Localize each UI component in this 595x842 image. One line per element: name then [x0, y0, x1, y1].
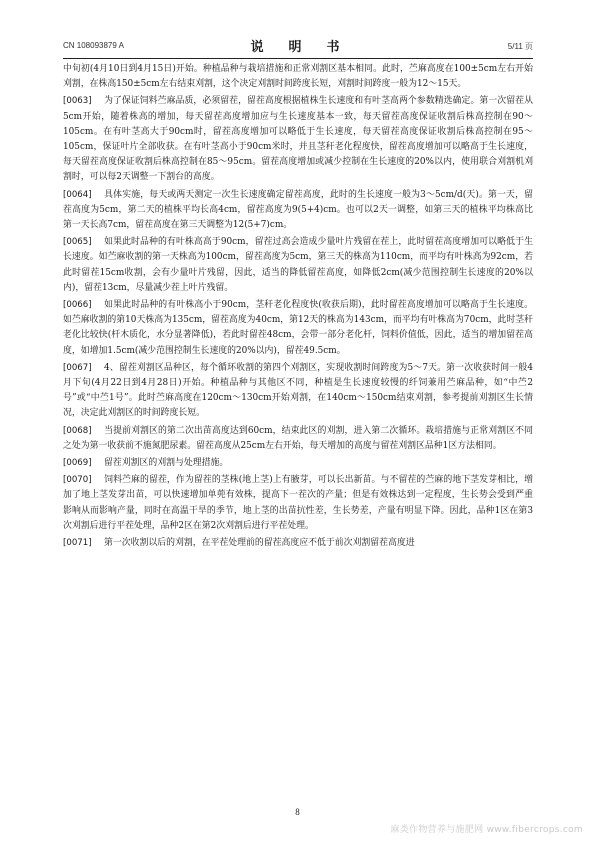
patent-number: CN 108093879 A — [63, 41, 124, 50]
paragraph-number: [0071] — [63, 538, 92, 549]
paragraph — [63, 62, 533, 92]
paragraph-text: 如果此时品种的有叶株高高于90cm，留茬过高会造成少量叶片残留在茬上，此时留茬高度增加可以略低于生长速度。如苎麻收割的第一天株高为100cm，留茬高度为5cm，第三天的株高为110cm，而平均有叶株高为92cm，若此时留茬15cm收割，会有少量叶片残留，因此，适当的降低留茬高度，如降低2cm(减少范围控制生长速度的20%以内)，留茬13cm，尽量减少茬上叶片残留。 — [63, 237, 533, 293]
paragraph-text: 第一次收割以后的刈割，在平茬处理前的留茬高度应不低于前次刈割留茬高度进 — [104, 538, 415, 549]
paragraph — [63, 473, 533, 534]
paragraph-number: [0070] — [63, 475, 92, 486]
paragraph-text: 具体实施，每天或两天测定一次生长速度确定留茬高度，此时的生长速度一般为3～5cm/d(天)。第一天，留茬高度为5cm，第二天的植株平均长高4cm，留茬高度为9(5+4)cm。也可以2天一调整，如第三天的植株平均株高比第一天长高7cm，留茬高度在第三天调整为12(5+7)cm。 — [63, 189, 533, 231]
paragraph-text: 为了保证饲料苎麻品质，必须留茬，留茬高度根据植株生长速度和有叶茎高两个参数精选确定。第一次留茬从5cm开始，随着株高的增加，每天留茬高度增加应与生长速度基本一致，每天留茬高度保证收割后株高控制在90～105cm。在有叶茎高大于90cm时，留茬高度增加可以略低于生长速度，每天留茬高度保证收割后株高控制在95～105cm，保证叶片全部收获。在有叶茎高小于90cm米时，并且茎秆老化程度快，留茬高度增加可以略高于生长速度，每天留茬高度保证收割后株高控制在85～95cm。留茬高度增加或减少控制在生长速度的20%以内，使用联合刈割机刈割时，可以每2天调整一下割台的高度。 — [63, 96, 533, 183]
paragraph-number: [0064] — [63, 189, 92, 200]
paragraph-text: 4、留茬刈割区品种区，每个循环收割的第四个刈割区，实现收割时间跨度为5～7天。第一次收获时间一般4月下旬(4月22日到4月28日)开始。种植品种与其他区不同，种植是生长速度较慢的纤饲兼用苎麻品种，如“中苎2号”或“中苎1号”。此时苎麻高度在120cm～130cm开始刈割，在140cm～150cm结束刈割，参考提前刈割区生长情况，决定此刈割区的时间跨度长短。 — [63, 362, 533, 419]
paragraph — [63, 361, 533, 422]
document-body — [63, 62, 533, 553]
paragraph — [63, 298, 533, 359]
paragraph-number: [0065] — [63, 237, 92, 248]
paragraph-text: 中旬初(4月10日到4月15日)开始。种植品种与栽培措施和正常刈割区基本相同。此时，苎麻高度在100±5cm左右开始刈割，在株高150±5cm左右结束刈割，这个决定刈割时间跨度长短，刈割时间跨度一般为12～15天。 — [63, 64, 533, 90]
paragraph-number: [0068] — [63, 425, 92, 436]
paragraph-text: 留茬刈割区的刈割与处理措施。 — [104, 458, 229, 469]
page-number: 8 — [295, 807, 300, 817]
paragraph-text: 当提前刈割区的第二次出苗高度达到60cm，结束此区的刈割，进入第二次循环。栽培措施与正常刈割区不同之处为第一收获前不施氮肥尿素。留茬高度从25cm左右开始，每天增加的高度与留茬刈割区品种1区方法相同。 — [63, 425, 533, 451]
paragraph — [63, 235, 533, 296]
paragraph — [63, 94, 533, 185]
paragraph-text: 饲料苎麻的留茬，作为留茬的茎株(地上茎)上有腋芽，可以长出新苗。与不留茬的苎麻的地下茎发芽相比，增加了地上茎发芽出苗，可以快速增加单蔸有效株，提高下一茬次的产量；但是有效株达到一定程度，生长势会受到严重影响从而影响产量，同时在高温干旱的季节，地上茎的出苗抗性差，生长势差，产量有明显下降。因此，品种1区在第3次刈割后进行平茬处理，品种2区在第2次刈割后进行平茬处理。 — [63, 475, 533, 531]
page-header — [63, 32, 533, 58]
paragraph-number: [0063] — [63, 96, 92, 107]
document-title: 说 明 书 — [250, 40, 346, 55]
page-reference: 5/11 页 — [507, 42, 533, 51]
paragraph — [63, 424, 533, 454]
paragraph — [63, 456, 533, 471]
paragraph — [63, 188, 533, 234]
paragraph-number: [0069] — [63, 458, 92, 469]
paragraph-number: [0066] — [63, 300, 92, 311]
paragraph — [63, 536, 533, 551]
paragraph-number: [0067] — [63, 362, 92, 373]
header-rule — [63, 58, 533, 59]
site-watermark: 麻类作物营养与施肥网 www.fibercrops.com — [390, 825, 583, 835]
paragraph-text: 如果此时品种的有叶株高小于90cm，茎秆老化程度快(收获后期)，此时留茬高度增加可以略高于生长速度。如苎麻收割的第10天株高为135cm，留茬高度为40cm，第12天的株高为143cm，而平均有叶株高为70cm，此时茎秆老化比较快(杆木质化，水分显著降低)，若此时留茬48cm，会带一部分老化杆，饲料价值低，因此，适当的增加留茬高度，如增加1.5cm(减少范围控制生长速度的20%以内)，留茬49.5cm。 — [63, 300, 533, 356]
